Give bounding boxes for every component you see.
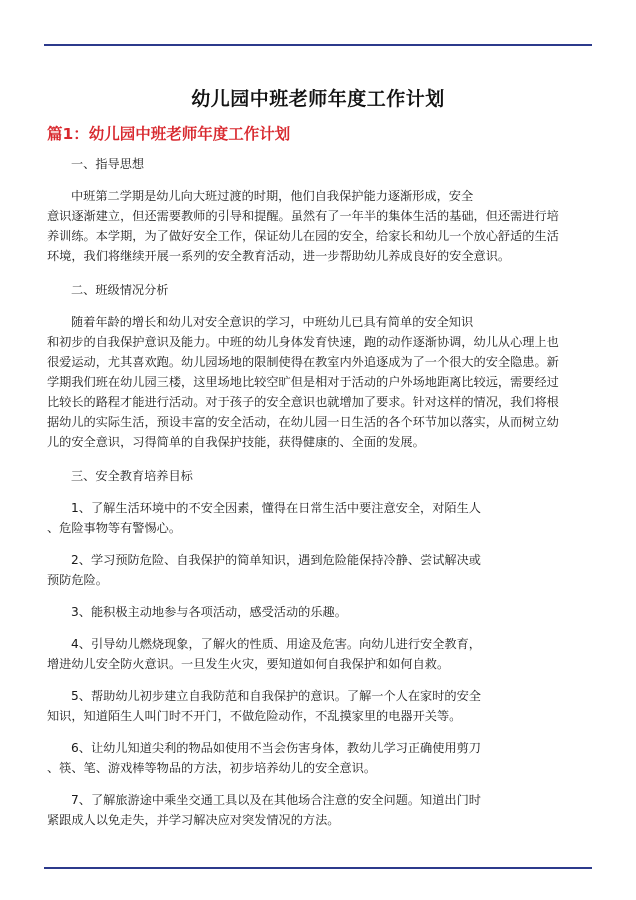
paragraph-line: 预防危险。	[47, 573, 108, 587]
paragraph-line: 2、学习预防危险、自我保护的简单知识，遇到危险能保持冷静、尝试解决或	[71, 553, 481, 567]
paragraph-line: 中班第二学期是幼儿向大班过渡的时期，他们自我保护能力逐渐形成，安全	[71, 189, 474, 203]
paragraph-line: 、筷、笔、游戏棒等物品的方法，初步培养幼儿的安全意识。	[47, 761, 377, 775]
paragraph-line: 5、帮助幼儿初步建立自我防范和自我保护的意识。了解一个人在家时的安全	[71, 689, 481, 703]
paragraph-line: 1、了解生活环境中的不安全因素，懂得在日常生活中要注意安全，对陌生人	[71, 501, 481, 515]
paragraph-line: 养训练。本学期，为了做好安全工作，保证幼儿在园的安全，给家长和幼儿一个放心舒适的生活	[47, 229, 559, 243]
goal-item-3	[47, 602, 592, 622]
bottom-rule	[44, 867, 592, 869]
paragraph-line: 随着年龄的增长和幼儿对安全意识的学习，中班幼儿已具有简单的安全知识	[71, 315, 474, 329]
paragraph-line: 意识逐渐建立，但还需要教师的引导和提醒。虽然有了一年半的集体生活的基础，但还需进行培	[47, 209, 559, 223]
goal-item-7	[47, 790, 592, 830]
paragraph-line: 6、让幼儿知道尖利的物品如使用不当会伤害身体，教幼儿学习正确使用剪刀	[71, 741, 481, 755]
page-title: 幼儿园中班老师年度工作计划	[191, 88, 445, 110]
section-heading-safety-goals: 三、安全教育培养目标	[71, 469, 193, 483]
paragraph-line: 环境，我们将继续开展一系列的安全教育活动，进一步帮助幼儿养成良好的安全意识。	[47, 249, 511, 263]
section-heading-guiding-ideology: 一、指导思想	[71, 157, 145, 171]
section-heading-class-analysis: 二、班级情况分析	[71, 283, 169, 297]
article-subtitle: 篇1：幼儿园中班老师年度工作计划	[47, 125, 291, 143]
paragraph-class-analysis	[47, 312, 592, 452]
paragraph-line: 和初步的自我保护意识及能力。中班的幼儿身体发育快速，跑的动作逐渐协调，幼儿从心理上也	[47, 335, 559, 349]
paragraph-line: 很爱运动，尤其喜欢跑。幼儿园场地的限制使得在教室内外追逐成为了一个很大的安全隐患。新	[47, 355, 559, 369]
goal-item-2	[47, 550, 592, 590]
paragraph-line: 据幼儿的实际生活，预设丰富的安全活动，在幼儿园一日生活的各个环节加以落实，从而树立幼	[47, 415, 559, 429]
paragraph-line: 学期我们班在幼儿园三楼，这里场地比较空旷但是相对于活动的户外场地距离比较远，需要经过	[47, 375, 559, 389]
goal-item-6	[47, 738, 592, 778]
top-rule	[44, 44, 592, 46]
paragraph-line: 增进幼儿安全防火意识。一旦发生火灾，要知道如何自我保护和如何自救。	[47, 657, 450, 671]
goal-item-4	[47, 634, 592, 674]
paragraph-line: 比较长的路程才能进行活动。对于孩子的安全意识也就增加了要求。针对这样的情况，我们将根	[47, 395, 559, 409]
goal-item-5	[47, 686, 592, 726]
paragraph-line: 儿的安全意识，习得简单的自我保护技能，获得健康的、全面的发展。	[47, 435, 425, 449]
paragraph-line: 4、引导幼儿燃烧现象，了解火的性质、用途及危害。向幼儿进行安全教育，	[71, 637, 481, 651]
goal-item-1	[47, 498, 592, 538]
document-body	[47, 152, 592, 830]
paragraph-line: 3、能积极主动地参与各项活动，感受活动的乐趣。	[71, 605, 347, 619]
paragraph-line: 紧跟成人以免走失，并学习解决应对突发情况的方法。	[47, 813, 340, 827]
paragraph-line: 、危险事物等有警惕心。	[47, 521, 182, 535]
paragraph-line: 知识，知道陌生人叫门时不开门，不做危险动作，不乱摸家里的电器开关等。	[47, 709, 462, 723]
paragraph-line: 7、了解旅游途中乘坐交通工具以及在其他场合注意的安全问题。知道出门时	[71, 793, 481, 807]
paragraph-guiding-ideology	[47, 186, 592, 266]
